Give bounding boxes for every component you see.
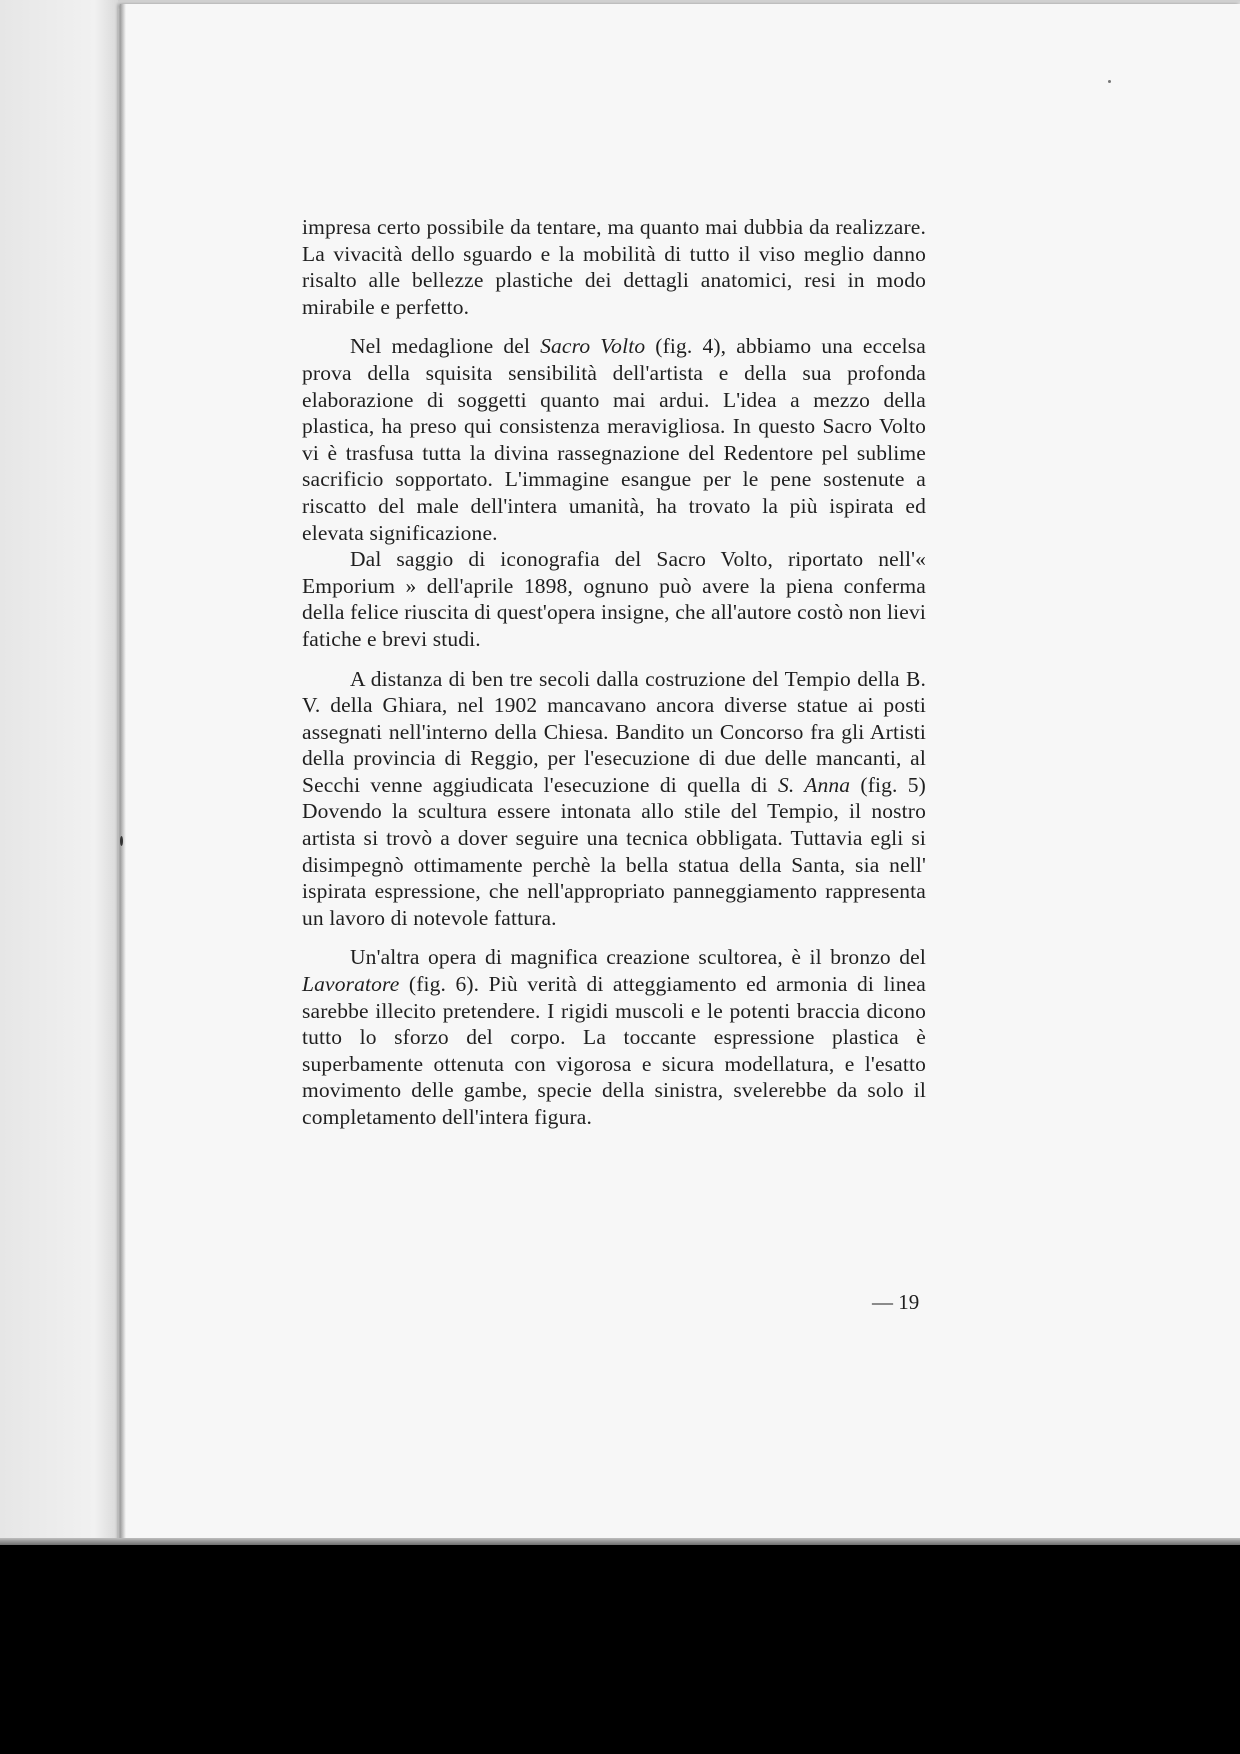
paragraph-4-after: (fig. 5) Dovendo la scultura essere intonata allo stile del Tempio, il nostro artista si trovò a dover seguire una tecnica obbligata. Tuttavia egli si disimpegnò ottimamente perchè la bella statua della Santa, sia nell' ispirata espressione, che nell'appropriato panneggiamento rappresenta un lavoro di notevole fattura. bbox=[302, 772, 926, 930]
paragraph-3 bbox=[302, 546, 926, 652]
book-page bbox=[120, 4, 1240, 1544]
dust-speck bbox=[1108, 80, 1111, 83]
paragraph-1-text: impresa certo possibile da tentare, ma quanto mai dubbia da realizzare. La vivacità dello sguardo e la mobilità di tutto il viso meglio danno risalto alle bellezze plastiche dei dettagli anatomici, resi in modo mirabile e perfetto. bbox=[302, 215, 926, 319]
facing-page-edge bbox=[0, 0, 118, 1545]
work-title-lavoratore: Lavoratore bbox=[302, 972, 400, 997]
page-gutter-shadow bbox=[120, 4, 126, 1544]
paragraph-1 bbox=[302, 214, 926, 320]
paragraph-3-text: Dal saggio di iconografia del Sacro Volto, riportato nell'« Emporium » dell'aprile 1898, ognuno può avere la piena conferma della felice riuscita di quest'opera insigne, che all'autore costò non lievi fatiche e brevi studi. bbox=[302, 547, 926, 651]
paragraph-2-before: Nel medaglione del bbox=[350, 334, 541, 359]
work-title-s-anna: S. Anna bbox=[777, 772, 851, 797]
paragraph-5-before: Un'altra opera di magnifica creazione scultorea, è il bronzo del bbox=[350, 945, 926, 970]
binding-mark bbox=[120, 836, 123, 846]
paragraph-5 bbox=[302, 944, 926, 1130]
paragraph-4-before: A distanza di ben tre secoli dalla costruzione del Tempio della B. V. della Ghiara, nel 1902 mancavano ancora diverse statue ai posti assegnati nell'interno della Chiesa. Bandito un Concorso fra gli Artisti della provincia di Reggio, per l'esecuzione di due delle mancanti, al Secchi venne aggiudicata l'esecuzione di quella di bbox=[302, 666, 926, 797]
scanner-background bbox=[0, 1545, 1240, 1754]
body-text bbox=[302, 214, 926, 1131]
paragraph-2-after: (fig. 4), abbiamo una eccelsa prova della squisita sensibilità dell'artista e della sua profonda elaborazione di soggetti quanto mai ardui. L'idea a mezzo della plastica, ha preso qui consistenza meravigliosa. In questo Sacro Volto vi è trasfusa tutta la divina rassegnazione del Redentore pel sublime sacrificio sopportato. L'immagine esangue per le pene sostenute a riscatto del male dell'intera umanità, ha trovato la più ispirata ed elevata significazione. bbox=[302, 334, 926, 545]
work-title-sacro-volto: Sacro Volto bbox=[540, 334, 646, 359]
paragraph-5-after: (fig. 6). Più verità di atteggiamento ed armonia di linea sarebbe illecito pretendere. I rigidi muscoli e le potenti braccia dicono tutto lo sforzo del corpo. La toccante espressione plastica è superbamente ottenuta con vigorosa e sicura modellatura, e l'esatto movimento delle gambe, specie della sinistra, svelerebbe da solo il completamento dell'intera figura. bbox=[302, 972, 926, 1129]
paragraph-2 bbox=[302, 333, 926, 546]
paragraph-4 bbox=[302, 666, 926, 932]
page-number: — 19 bbox=[872, 1290, 920, 1314]
